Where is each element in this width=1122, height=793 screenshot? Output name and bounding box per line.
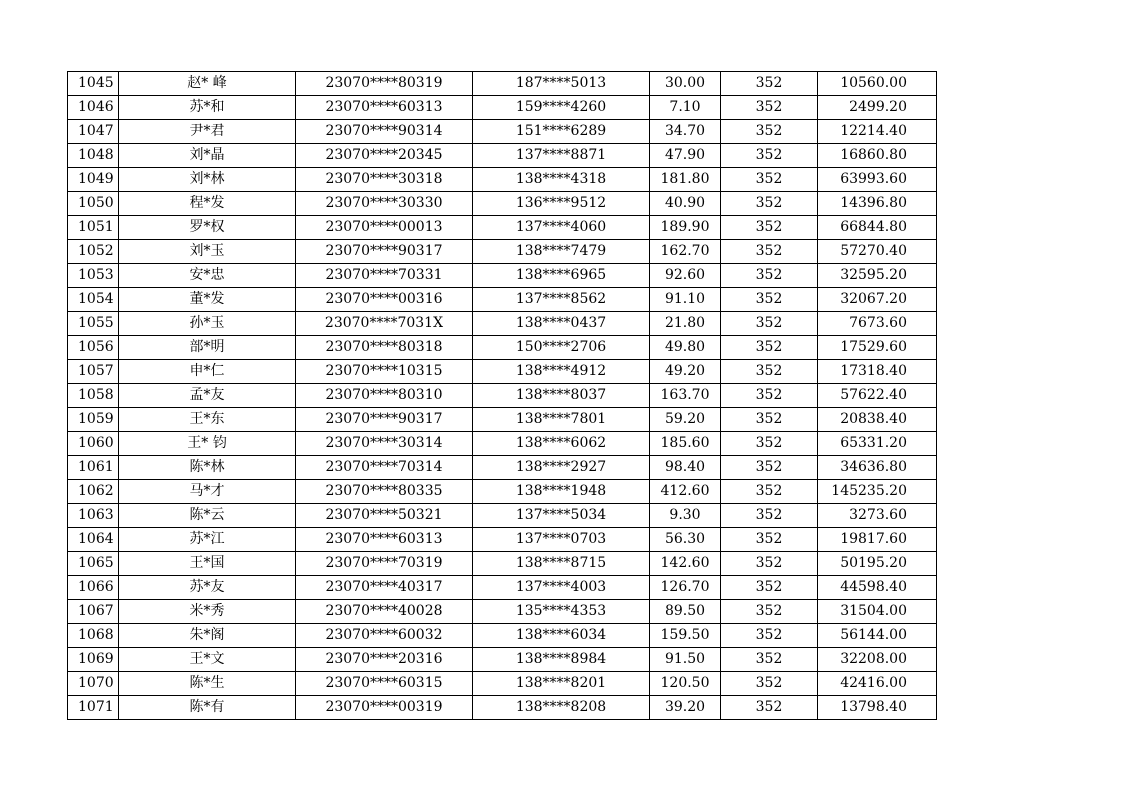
id-number-cell: 23070****80310 bbox=[296, 384, 473, 408]
amount-cell: 13798.40 bbox=[818, 696, 937, 720]
rate-cell: 352 bbox=[721, 696, 818, 720]
id-number-cell: 23070****80319 bbox=[296, 72, 473, 96]
id-number-cell: 23070****30330 bbox=[296, 192, 473, 216]
area-cell: 21.80 bbox=[650, 312, 721, 336]
table-row bbox=[68, 552, 937, 576]
amount-cell: 32208.00 bbox=[818, 648, 937, 672]
id-number-cell: 23070****80318 bbox=[296, 336, 473, 360]
serial-number-cell: 1049 bbox=[68, 168, 119, 192]
name-cell: 陈*有 bbox=[119, 696, 296, 720]
phone-number-cell: 138****6034 bbox=[473, 624, 650, 648]
phone-number-cell: 187****5013 bbox=[473, 72, 650, 96]
id-number-cell: 23070****90317 bbox=[296, 240, 473, 264]
phone-number-cell: 138****6062 bbox=[473, 432, 650, 456]
phone-number-cell: 138****1948 bbox=[473, 480, 650, 504]
name-cell: 刘*林 bbox=[119, 168, 296, 192]
amount-cell: 34636.80 bbox=[818, 456, 937, 480]
area-cell: 91.50 bbox=[650, 648, 721, 672]
area-cell: 120.50 bbox=[650, 672, 721, 696]
name-cell: 孟*友 bbox=[119, 384, 296, 408]
phone-number-cell: 138****0437 bbox=[473, 312, 650, 336]
serial-number-cell: 1071 bbox=[68, 696, 119, 720]
phone-number-cell: 137****5034 bbox=[473, 504, 650, 528]
amount-cell: 42416.00 bbox=[818, 672, 937, 696]
serial-number-cell: 1060 bbox=[68, 432, 119, 456]
id-number-cell: 23070****60315 bbox=[296, 672, 473, 696]
rate-cell: 352 bbox=[721, 408, 818, 432]
amount-cell: 10560.00 bbox=[818, 72, 937, 96]
name-cell: 申*仁 bbox=[119, 360, 296, 384]
name-cell: 部*明 bbox=[119, 336, 296, 360]
name-cell: 苏*友 bbox=[119, 576, 296, 600]
phone-number-cell: 138****7801 bbox=[473, 408, 650, 432]
area-cell: 49.20 bbox=[650, 360, 721, 384]
id-number-cell: 23070****80335 bbox=[296, 480, 473, 504]
rate-cell: 352 bbox=[721, 384, 818, 408]
id-number-cell: 23070****00316 bbox=[296, 288, 473, 312]
table-row bbox=[68, 624, 937, 648]
area-cell: 49.80 bbox=[650, 336, 721, 360]
amount-cell: 7673.60 bbox=[818, 312, 937, 336]
rate-cell: 352 bbox=[721, 240, 818, 264]
amount-cell: 12214.40 bbox=[818, 120, 937, 144]
area-cell: 126.70 bbox=[650, 576, 721, 600]
rate-cell: 352 bbox=[721, 432, 818, 456]
rate-cell: 352 bbox=[721, 648, 818, 672]
rate-cell: 352 bbox=[721, 528, 818, 552]
area-cell: 98.40 bbox=[650, 456, 721, 480]
rate-cell: 352 bbox=[721, 480, 818, 504]
amount-cell: 57622.40 bbox=[818, 384, 937, 408]
name-cell: 孙*玉 bbox=[119, 312, 296, 336]
rate-cell: 352 bbox=[721, 672, 818, 696]
id-number-cell: 23070****70319 bbox=[296, 552, 473, 576]
name-cell: 米*秀 bbox=[119, 600, 296, 624]
table-row bbox=[68, 384, 937, 408]
name-cell: 苏*江 bbox=[119, 528, 296, 552]
table-row bbox=[68, 456, 937, 480]
rate-cell: 352 bbox=[721, 576, 818, 600]
phone-number-cell: 151****6289 bbox=[473, 120, 650, 144]
table-row bbox=[68, 408, 937, 432]
amount-cell: 32067.20 bbox=[818, 288, 937, 312]
name-cell: 朱*阁 bbox=[119, 624, 296, 648]
table-row bbox=[68, 696, 937, 720]
name-cell: 罗*权 bbox=[119, 216, 296, 240]
id-number-cell: 23070****90317 bbox=[296, 408, 473, 432]
table-row bbox=[68, 144, 937, 168]
serial-number-cell: 1058 bbox=[68, 384, 119, 408]
area-cell: 40.90 bbox=[650, 192, 721, 216]
rate-cell: 352 bbox=[721, 72, 818, 96]
table-row bbox=[68, 336, 937, 360]
area-cell: 162.70 bbox=[650, 240, 721, 264]
phone-number-cell: 138****6965 bbox=[473, 264, 650, 288]
serial-number-cell: 1064 bbox=[68, 528, 119, 552]
id-number-cell: 23070****10315 bbox=[296, 360, 473, 384]
amount-cell: 63993.60 bbox=[818, 168, 937, 192]
id-number-cell: 23070****00319 bbox=[296, 696, 473, 720]
table-row bbox=[68, 240, 937, 264]
serial-number-cell: 1050 bbox=[68, 192, 119, 216]
rate-cell: 352 bbox=[721, 192, 818, 216]
name-cell: 董*发 bbox=[119, 288, 296, 312]
amount-cell: 16860.80 bbox=[818, 144, 937, 168]
rate-cell: 352 bbox=[721, 312, 818, 336]
area-cell: 30.00 bbox=[650, 72, 721, 96]
table-row bbox=[68, 168, 937, 192]
id-number-cell: 23070****30314 bbox=[296, 432, 473, 456]
id-number-cell: 23070****70331 bbox=[296, 264, 473, 288]
area-cell: 142.60 bbox=[650, 552, 721, 576]
table-row bbox=[68, 576, 937, 600]
name-cell: 陈*林 bbox=[119, 456, 296, 480]
rate-cell: 352 bbox=[721, 624, 818, 648]
serial-number-cell: 1065 bbox=[68, 552, 119, 576]
name-cell: 苏*和 bbox=[119, 96, 296, 120]
amount-cell: 19817.60 bbox=[818, 528, 937, 552]
name-cell: 陈*云 bbox=[119, 504, 296, 528]
id-number-cell: 23070****60313 bbox=[296, 96, 473, 120]
id-number-cell: 23070****50321 bbox=[296, 504, 473, 528]
table-row bbox=[68, 120, 937, 144]
phone-number-cell: 137****4060 bbox=[473, 216, 650, 240]
name-cell: 马*才 bbox=[119, 480, 296, 504]
id-number-cell: 23070****40317 bbox=[296, 576, 473, 600]
phone-number-cell: 138****7479 bbox=[473, 240, 650, 264]
id-number-cell: 23070****00013 bbox=[296, 216, 473, 240]
phone-number-cell: 136****9512 bbox=[473, 192, 650, 216]
serial-number-cell: 1047 bbox=[68, 120, 119, 144]
rate-cell: 352 bbox=[721, 600, 818, 624]
name-cell: 刘*晶 bbox=[119, 144, 296, 168]
phone-number-cell: 138****4912 bbox=[473, 360, 650, 384]
area-cell: 56.30 bbox=[650, 528, 721, 552]
serial-number-cell: 1052 bbox=[68, 240, 119, 264]
table-row bbox=[68, 192, 937, 216]
serial-number-cell: 1068 bbox=[68, 624, 119, 648]
rate-cell: 352 bbox=[721, 336, 818, 360]
amount-cell: 14396.80 bbox=[818, 192, 937, 216]
serial-number-cell: 1057 bbox=[68, 360, 119, 384]
rate-cell: 352 bbox=[721, 288, 818, 312]
area-cell: 91.10 bbox=[650, 288, 721, 312]
id-number-cell: 23070****60032 bbox=[296, 624, 473, 648]
serial-number-cell: 1059 bbox=[68, 408, 119, 432]
id-number-cell: 23070****7031X bbox=[296, 312, 473, 336]
serial-number-cell: 1070 bbox=[68, 672, 119, 696]
phone-number-cell: 135****4353 bbox=[473, 600, 650, 624]
amount-cell: 56144.00 bbox=[818, 624, 937, 648]
id-number-cell: 23070****30318 bbox=[296, 168, 473, 192]
amount-cell: 57270.40 bbox=[818, 240, 937, 264]
amount-cell: 31504.00 bbox=[818, 600, 937, 624]
serial-number-cell: 1066 bbox=[68, 576, 119, 600]
rate-cell: 352 bbox=[721, 552, 818, 576]
table-row bbox=[68, 96, 937, 120]
serial-number-cell: 1062 bbox=[68, 480, 119, 504]
name-cell: 王*国 bbox=[119, 552, 296, 576]
rate-cell: 352 bbox=[721, 504, 818, 528]
phone-number-cell: 137****0703 bbox=[473, 528, 650, 552]
table-row bbox=[68, 672, 937, 696]
amount-cell: 20838.40 bbox=[818, 408, 937, 432]
serial-number-cell: 1061 bbox=[68, 456, 119, 480]
amount-cell: 32595.20 bbox=[818, 264, 937, 288]
area-cell: 34.70 bbox=[650, 120, 721, 144]
phone-number-cell: 138****8715 bbox=[473, 552, 650, 576]
area-cell: 185.60 bbox=[650, 432, 721, 456]
serial-number-cell: 1048 bbox=[68, 144, 119, 168]
phone-number-cell: 137****8562 bbox=[473, 288, 650, 312]
id-number-cell: 23070****20316 bbox=[296, 648, 473, 672]
table-row bbox=[68, 432, 937, 456]
phone-number-cell: 138****4318 bbox=[473, 168, 650, 192]
id-number-cell: 23070****90314 bbox=[296, 120, 473, 144]
phone-number-cell: 138****8984 bbox=[473, 648, 650, 672]
table-row bbox=[68, 528, 937, 552]
area-cell: 189.90 bbox=[650, 216, 721, 240]
area-cell: 92.60 bbox=[650, 264, 721, 288]
area-cell: 89.50 bbox=[650, 600, 721, 624]
serial-number-cell: 1046 bbox=[68, 96, 119, 120]
phone-number-cell: 159****4260 bbox=[473, 96, 650, 120]
name-cell: 赵* 峰 bbox=[119, 72, 296, 96]
area-cell: 159.50 bbox=[650, 624, 721, 648]
rate-cell: 352 bbox=[721, 216, 818, 240]
serial-number-cell: 1054 bbox=[68, 288, 119, 312]
table-row bbox=[68, 600, 937, 624]
table-row bbox=[68, 480, 937, 504]
name-cell: 王* 钧 bbox=[119, 432, 296, 456]
table-row bbox=[68, 504, 937, 528]
name-cell: 刘*玉 bbox=[119, 240, 296, 264]
area-cell: 39.20 bbox=[650, 696, 721, 720]
serial-number-cell: 1055 bbox=[68, 312, 119, 336]
table-row bbox=[68, 648, 937, 672]
data-table bbox=[67, 71, 937, 720]
serial-number-cell: 1045 bbox=[68, 72, 119, 96]
area-cell: 412.60 bbox=[650, 480, 721, 504]
name-cell: 尹*君 bbox=[119, 120, 296, 144]
name-cell: 王*文 bbox=[119, 648, 296, 672]
phone-number-cell: 138****2927 bbox=[473, 456, 650, 480]
amount-cell: 145235.20 bbox=[818, 480, 937, 504]
table-row bbox=[68, 360, 937, 384]
serial-number-cell: 1067 bbox=[68, 600, 119, 624]
phone-number-cell: 138****8208 bbox=[473, 696, 650, 720]
serial-number-cell: 1051 bbox=[68, 216, 119, 240]
area-cell: 47.90 bbox=[650, 144, 721, 168]
phone-number-cell: 150****2706 bbox=[473, 336, 650, 360]
id-number-cell: 23070****60313 bbox=[296, 528, 473, 552]
name-cell: 陈*生 bbox=[119, 672, 296, 696]
name-cell: 程*发 bbox=[119, 192, 296, 216]
id-number-cell: 23070****40028 bbox=[296, 600, 473, 624]
table-row bbox=[68, 216, 937, 240]
rate-cell: 352 bbox=[721, 456, 818, 480]
amount-cell: 17318.40 bbox=[818, 360, 937, 384]
area-cell: 9.30 bbox=[650, 504, 721, 528]
amount-cell: 17529.60 bbox=[818, 336, 937, 360]
phone-number-cell: 138****8037 bbox=[473, 384, 650, 408]
table-row bbox=[68, 264, 937, 288]
table-body bbox=[68, 72, 937, 720]
rate-cell: 352 bbox=[721, 168, 818, 192]
amount-cell: 2499.20 bbox=[818, 96, 937, 120]
rate-cell: 352 bbox=[721, 96, 818, 120]
area-cell: 7.10 bbox=[650, 96, 721, 120]
serial-number-cell: 1053 bbox=[68, 264, 119, 288]
serial-number-cell: 1056 bbox=[68, 336, 119, 360]
table-row bbox=[68, 312, 937, 336]
serial-number-cell: 1069 bbox=[68, 648, 119, 672]
id-number-cell: 23070****20345 bbox=[296, 144, 473, 168]
amount-cell: 3273.60 bbox=[818, 504, 937, 528]
name-cell: 王*东 bbox=[119, 408, 296, 432]
area-cell: 181.80 bbox=[650, 168, 721, 192]
area-cell: 59.20 bbox=[650, 408, 721, 432]
phone-number-cell: 137****4003 bbox=[473, 576, 650, 600]
amount-cell: 44598.40 bbox=[818, 576, 937, 600]
id-number-cell: 23070****70314 bbox=[296, 456, 473, 480]
rate-cell: 352 bbox=[721, 120, 818, 144]
amount-cell: 65331.20 bbox=[818, 432, 937, 456]
amount-cell: 50195.20 bbox=[818, 552, 937, 576]
table-row bbox=[68, 72, 937, 96]
rate-cell: 352 bbox=[721, 360, 818, 384]
rate-cell: 352 bbox=[721, 264, 818, 288]
area-cell: 163.70 bbox=[650, 384, 721, 408]
table-row bbox=[68, 288, 937, 312]
phone-number-cell: 137****8871 bbox=[473, 144, 650, 168]
name-cell: 安*忠 bbox=[119, 264, 296, 288]
phone-number-cell: 138****8201 bbox=[473, 672, 650, 696]
serial-number-cell: 1063 bbox=[68, 504, 119, 528]
amount-cell: 66844.80 bbox=[818, 216, 937, 240]
rate-cell: 352 bbox=[721, 144, 818, 168]
